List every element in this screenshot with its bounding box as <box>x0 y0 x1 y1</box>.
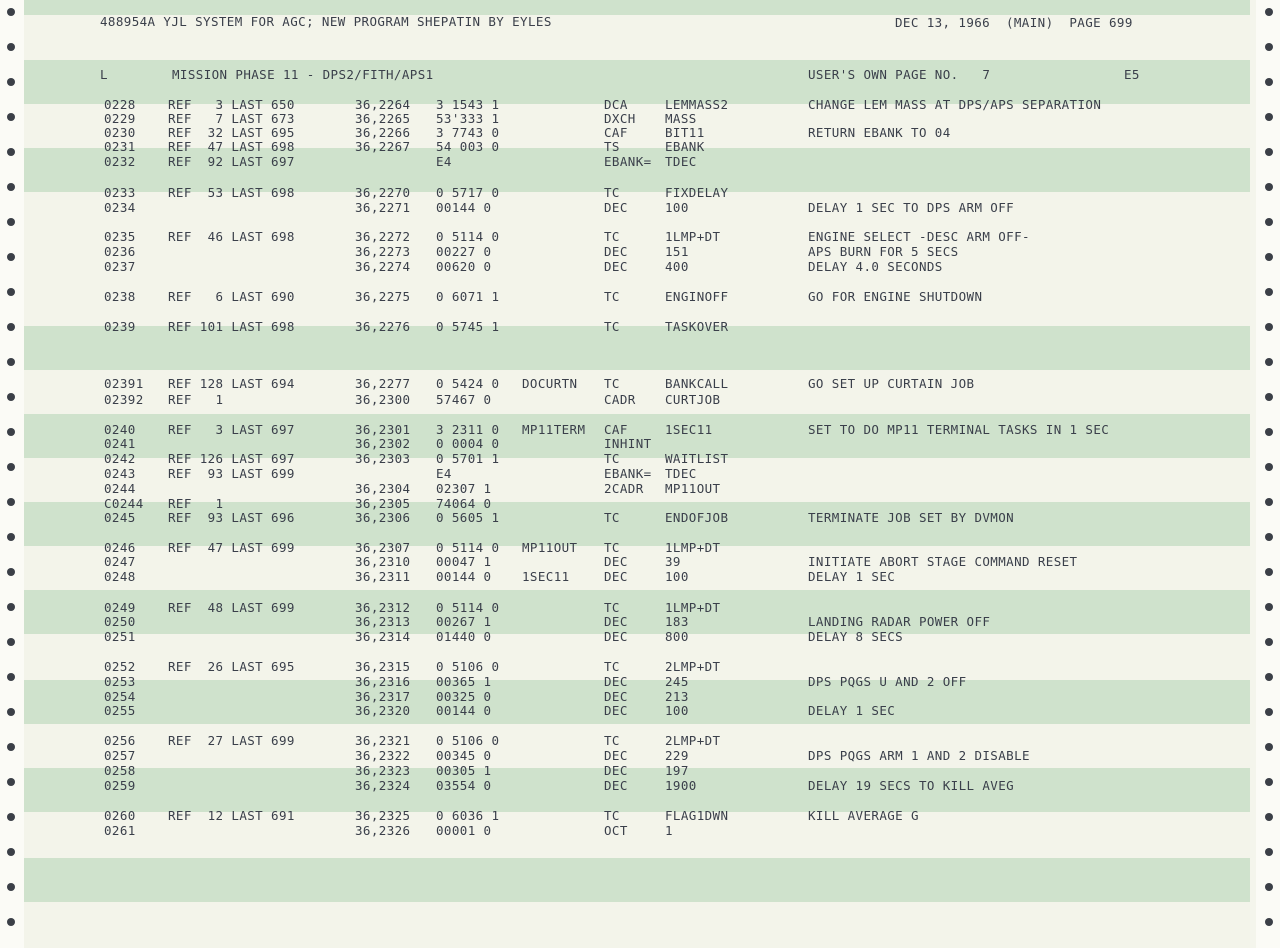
listing-op: DEC <box>604 674 628 689</box>
listing-addr: 36,2273 <box>355 244 411 259</box>
listing-op: DEC <box>604 200 628 215</box>
sprocket-hole <box>7 848 15 856</box>
listing-no: 0240 <box>104 422 136 437</box>
page-marker: L <box>100 67 108 82</box>
listing-operand: 197 <box>665 763 689 778</box>
sprocket-hole <box>1265 288 1273 296</box>
listing-word: 00047 1 <box>436 554 492 569</box>
listing-no: 0246 <box>104 540 136 555</box>
listing-operand: LEMMASS2 <box>665 97 729 112</box>
listing-op: DEC <box>604 614 628 629</box>
listing-operand: TASKOVER <box>665 319 729 334</box>
listing-no: 0231 <box>104 139 136 154</box>
listing-no: 0251 <box>104 629 136 644</box>
listing-comment: DELAY 1 SEC TO DPS ARM OFF <box>808 200 1015 215</box>
listing-comment: GO SET UP CURTAIN JOB <box>808 376 975 391</box>
listing-operand: 151 <box>665 244 689 259</box>
listing-addr: 36,2324 <box>355 778 411 793</box>
sprocket-hole <box>1265 78 1273 86</box>
listing-word: 3 1543 1 <box>436 97 500 112</box>
listing-label: MP11OUT <box>522 540 578 555</box>
listing-label: 1SEC11 <box>522 569 570 584</box>
listing-comment: GO FOR ENGINE SHUTDOWN <box>808 289 983 304</box>
listing-ref: REF 48 LAST 699 <box>168 600 295 615</box>
listing-comment: LANDING RADAR POWER OFF <box>808 614 991 629</box>
listing-addr: 36,2274 <box>355 259 411 274</box>
listing-word: 00144 0 <box>436 569 492 584</box>
listing-no: 0252 <box>104 659 136 674</box>
sprocket-hole <box>7 778 15 786</box>
listing-ref: REF 101 LAST 698 <box>168 319 295 334</box>
sprocket-hole <box>1265 813 1273 821</box>
listing-word: 0 5114 0 <box>436 229 500 244</box>
listing-op: INHINT <box>604 436 652 451</box>
listing-operand: 1LMP+DT <box>665 229 721 244</box>
listing-comment: DPS PQGS U AND 2 OFF <box>808 674 967 689</box>
listing-addr: 36,2311 <box>355 569 411 584</box>
listing-no: 0253 <box>104 674 136 689</box>
sprocket-hole <box>7 638 15 646</box>
listing-ref: REF 92 LAST 697 <box>168 154 295 169</box>
listing-operand: 1900 <box>665 778 697 793</box>
listing-operand: FIXDELAY <box>665 185 729 200</box>
listing-no: 0234 <box>104 200 136 215</box>
listing-op: TC <box>604 376 620 391</box>
listing-word: 00305 1 <box>436 763 492 778</box>
listing-word: 54 003 0 <box>436 139 500 154</box>
sprocket-hole <box>7 918 15 926</box>
listing-op: DEC <box>604 554 628 569</box>
listing-op: DEC <box>604 703 628 718</box>
listing-addr: 36,2302 <box>355 436 411 451</box>
listing-no: 0255 <box>104 703 136 718</box>
listing-comment: INITIATE ABORT STAGE COMMAND RESET <box>808 554 1078 569</box>
listing-operand: 229 <box>665 748 689 763</box>
listing-addr: 36,2307 <box>355 540 411 555</box>
listing-no: 0228 <box>104 97 136 112</box>
listing-operand: TDEC <box>665 154 697 169</box>
listing-word: 53'333 1 <box>436 111 500 126</box>
listing-no: 0239 <box>104 319 136 334</box>
listing-operand: 400 <box>665 259 689 274</box>
sprocket-hole <box>7 148 15 156</box>
listing-addr: 36,2264 <box>355 97 411 112</box>
listing-no: 0233 <box>104 185 136 200</box>
user-page-number: USER'S OWN PAGE NO. 7 <box>808 67 991 82</box>
listing-ref: REF 128 LAST 694 <box>168 376 295 391</box>
listing-operand: 39 <box>665 554 681 569</box>
listing-op: TC <box>604 808 620 823</box>
sprocket-hole <box>1265 918 1273 926</box>
sprocket-hole <box>1265 358 1273 366</box>
listing-word: 74064 0 <box>436 496 492 511</box>
listing-op: CAF <box>604 422 628 437</box>
listing-comment: DPS PQGS ARM 1 AND 2 DISABLE <box>808 748 1030 763</box>
listing-op: 2CADR <box>604 481 644 496</box>
listing-addr: 36,2272 <box>355 229 411 244</box>
listing-word: 00325 0 <box>436 689 492 704</box>
sprocket-hole <box>7 463 15 471</box>
listing-addr: 36,2277 <box>355 376 411 391</box>
listing-comment: KILL AVERAGE G <box>808 808 919 823</box>
listing-op: TC <box>604 600 620 615</box>
listing-operand: ENGINOFF <box>665 289 729 304</box>
sprocket-hole <box>7 883 15 891</box>
listing-label: MP11TERM <box>522 422 586 437</box>
listing-no: 0232 <box>104 154 136 169</box>
sprocket-hole <box>1265 463 1273 471</box>
listing-op: DCA <box>604 97 628 112</box>
listing-word: 0 0004 0 <box>436 436 500 451</box>
listing-op: TC <box>604 733 620 748</box>
listing-op: TC <box>604 451 620 466</box>
sprocket-hole <box>1265 253 1273 261</box>
listing-word: 57467 0 <box>436 392 492 407</box>
listing-addr: 36,2312 <box>355 600 411 615</box>
listing-operand: 1SEC11 <box>665 422 713 437</box>
greenbar-band <box>24 0 1250 15</box>
listing-op: DXCH <box>604 111 636 126</box>
listing-addr: 36,2322 <box>355 748 411 763</box>
sprocket-hole <box>7 43 15 51</box>
sprocket-hole <box>1265 43 1273 51</box>
listing-op: DEC <box>604 689 628 704</box>
listing-ref: REF 53 LAST 698 <box>168 185 295 200</box>
sprocket-hole <box>1265 113 1273 121</box>
ebank-code: E5 <box>1124 67 1140 82</box>
listing-ref: REF 7 LAST 673 <box>168 111 295 126</box>
listing-word: 0 5605 1 <box>436 510 500 525</box>
listing-ref: REF 1 <box>168 496 224 511</box>
listing-addr: 36,2317 <box>355 689 411 704</box>
sprocket-hole <box>1265 743 1273 751</box>
right-tractor-strip <box>1256 0 1280 948</box>
listing-addr: 36,2270 <box>355 185 411 200</box>
listing-comment: SET TO DO MP11 TERMINAL TASKS IN 1 SEC <box>808 422 1110 437</box>
print-header-title: 488954A YJL SYSTEM FOR AGC; NEW PROGRAM SHEPATIN BY EYLES <box>100 14 552 29</box>
sprocket-hole <box>7 183 15 191</box>
listing-op: TC <box>604 659 620 674</box>
sprocket-hole <box>1265 568 1273 576</box>
listing-op: TC <box>604 319 620 334</box>
listing-no: 0241 <box>104 436 136 451</box>
greenbar-band <box>24 858 1250 902</box>
listing-no: 0247 <box>104 554 136 569</box>
listing-operand: MP11OUT <box>665 481 721 496</box>
listing-word: 00144 0 <box>436 703 492 718</box>
listing-word: 00144 0 <box>436 200 492 215</box>
listing-comment: DELAY 1 SEC <box>808 703 896 718</box>
listing-no: 0238 <box>104 289 136 304</box>
listing-ref: REF 47 LAST 699 <box>168 540 295 555</box>
listing-op: TC <box>604 229 620 244</box>
listing-word: 02307 1 <box>436 481 492 496</box>
greenbar-band <box>24 680 1250 724</box>
listing-operand: BANKCALL <box>665 376 729 391</box>
listing-word: 0 5701 1 <box>436 451 500 466</box>
sprocket-hole <box>7 708 15 716</box>
listing-comment: DELAY 19 SECS TO KILL AVEG <box>808 778 1015 793</box>
listing-operand: EBANK <box>665 139 705 154</box>
listing-word: 0 5717 0 <box>436 185 500 200</box>
sprocket-hole <box>1265 638 1273 646</box>
listing-word: 3 7743 0 <box>436 125 500 140</box>
listing-ref: REF 47 LAST 698 <box>168 139 295 154</box>
sprocket-hole <box>7 743 15 751</box>
sprocket-hole <box>7 78 15 86</box>
listing-no: 0261 <box>104 823 136 838</box>
listing-op: TC <box>604 185 620 200</box>
listing-word: 0 5424 0 <box>436 376 500 391</box>
listing-addr: 36,2313 <box>355 614 411 629</box>
listing-op: TC <box>604 510 620 525</box>
listing-no: 0245 <box>104 510 136 525</box>
listing-word: 0 5106 0 <box>436 733 500 748</box>
listing-word: 00345 0 <box>436 748 492 763</box>
listing-word: 3 2311 0 <box>436 422 500 437</box>
listing-no: 0257 <box>104 748 136 763</box>
listing-addr: 36,2300 <box>355 392 411 407</box>
listing-word: E4 <box>436 154 452 169</box>
listing-addr: 36,2320 <box>355 703 411 718</box>
listing-addr: 36,2275 <box>355 289 411 304</box>
sprocket-hole <box>1265 183 1273 191</box>
listing-comment: RETURN EBANK TO 04 <box>808 125 951 140</box>
sprocket-hole <box>7 568 15 576</box>
sprocket-hole <box>7 498 15 506</box>
listing-operand: 100 <box>665 703 689 718</box>
listing-op: CAF <box>604 125 628 140</box>
listing-word: 0 5114 0 <box>436 600 500 615</box>
listing-comment: ENGINE SELECT -DESC ARM OFF- <box>808 229 1030 244</box>
listing-operand: 1LMP+DT <box>665 540 721 555</box>
sprocket-hole <box>7 253 15 261</box>
sprocket-hole <box>7 428 15 436</box>
listing-no: 0230 <box>104 125 136 140</box>
listing-operand: 245 <box>665 674 689 689</box>
listing-word: 0 6036 1 <box>436 808 500 823</box>
listing-addr: 36,2304 <box>355 481 411 496</box>
listing-no: 0237 <box>104 259 136 274</box>
listing-operand: TDEC <box>665 466 697 481</box>
sprocket-hole <box>1265 323 1273 331</box>
listing-comment: APS BURN FOR 5 SECS <box>808 244 959 259</box>
listing-no: 0229 <box>104 111 136 126</box>
listing-no: 0249 <box>104 600 136 615</box>
listing-ref: REF 6 LAST 690 <box>168 289 295 304</box>
listing-word: 0 6071 1 <box>436 289 500 304</box>
listing-no: 02391 <box>104 376 144 391</box>
listing-addr: 36,2316 <box>355 674 411 689</box>
listing-no: 0258 <box>104 763 136 778</box>
listing-word: 00001 0 <box>436 823 492 838</box>
listing-operand: 800 <box>665 629 689 644</box>
listing-no: 0243 <box>104 466 136 481</box>
listing-ref: REF 1 <box>168 392 224 407</box>
listing-ref: REF 126 LAST 697 <box>168 451 295 466</box>
sprocket-hole <box>1265 218 1273 226</box>
listing-ref: REF 93 LAST 699 <box>168 466 295 481</box>
listing-operand: 183 <box>665 614 689 629</box>
listing-operand: 2LMP+DT <box>665 659 721 674</box>
listing-op: DEC <box>604 569 628 584</box>
listing-comment: TERMINATE JOB SET BY DVMON <box>808 510 1015 525</box>
sprocket-hole <box>1265 148 1273 156</box>
listing-word: 01440 0 <box>436 629 492 644</box>
sprocket-hole <box>1265 498 1273 506</box>
listing-ref: REF 27 LAST 699 <box>168 733 295 748</box>
listing-word: 0 5745 1 <box>436 319 500 334</box>
listing-word: 03554 0 <box>436 778 492 793</box>
listing-ref: REF 3 LAST 650 <box>168 97 295 112</box>
listing-comment: DELAY 8 SECS <box>808 629 904 644</box>
listing-ref: REF 46 LAST 698 <box>168 229 295 244</box>
sprocket-hole <box>1265 708 1273 716</box>
listing-addr: 36,2267 <box>355 139 411 154</box>
listing-word: 0 5114 0 <box>436 540 500 555</box>
listing-no: 0256 <box>104 733 136 748</box>
sprocket-hole <box>7 603 15 611</box>
listing-addr: 36,2306 <box>355 510 411 525</box>
listing-addr: 36,2325 <box>355 808 411 823</box>
listing-op: EBANK= <box>604 154 652 169</box>
listing-label: DOCURTN <box>522 376 578 391</box>
sprocket-hole <box>1265 8 1273 16</box>
listing-op: EBANK= <box>604 466 652 481</box>
listing-op: DEC <box>604 244 628 259</box>
listing-addr: 36,2271 <box>355 200 411 215</box>
mission-phase-title: MISSION PHASE 11 - DPS2/FITH/APS1 <box>172 67 434 82</box>
listing-operand: 1LMP+DT <box>665 600 721 615</box>
listing-operand: MASS <box>665 111 697 126</box>
listing-no: 0242 <box>104 451 136 466</box>
listing-comment: DELAY 4.0 SECONDS <box>808 259 943 274</box>
listing-op: DEC <box>604 629 628 644</box>
listing-ref: REF 12 LAST 691 <box>168 808 295 823</box>
sprocket-hole <box>1265 778 1273 786</box>
sprocket-hole <box>1265 673 1273 681</box>
sprocket-hole <box>1265 393 1273 401</box>
listing-op: TC <box>604 540 620 555</box>
listing-op: DEC <box>604 748 628 763</box>
sprocket-hole <box>7 218 15 226</box>
listing-word: E4 <box>436 466 452 481</box>
listing-operand: WAITLIST <box>665 451 729 466</box>
listing-ref: REF 3 LAST 697 <box>168 422 295 437</box>
listing-no: 0250 <box>104 614 136 629</box>
listing-addr: 36,2265 <box>355 111 411 126</box>
listing-word: 00620 0 <box>436 259 492 274</box>
sprocket-hole <box>1265 603 1273 611</box>
sprocket-hole <box>7 323 15 331</box>
listing-op: OCT <box>604 823 628 838</box>
listing-op: DEC <box>604 778 628 793</box>
listing-addr: 36,2314 <box>355 629 411 644</box>
sprocket-hole <box>7 8 15 16</box>
listing-operand: ENDOFJOB <box>665 510 729 525</box>
greenbar-band <box>24 768 1250 812</box>
listing-no: 0236 <box>104 244 136 259</box>
listing-operand: FLAG1DWN <box>665 808 729 823</box>
listing-ref: REF 93 LAST 696 <box>168 510 295 525</box>
listing-addr: 36,2301 <box>355 422 411 437</box>
listing-addr: 36,2276 <box>355 319 411 334</box>
sprocket-hole <box>1265 533 1273 541</box>
listing-op: DEC <box>604 259 628 274</box>
sprocket-hole <box>1265 428 1273 436</box>
sprocket-hole <box>1265 883 1273 891</box>
listing-op: CADR <box>604 392 636 407</box>
listing-word: 0 5106 0 <box>436 659 500 674</box>
left-tractor-strip <box>0 0 24 948</box>
listing-addr: 36,2326 <box>355 823 411 838</box>
listing-no: 0259 <box>104 778 136 793</box>
listing-addr: 36,2303 <box>355 451 411 466</box>
sprocket-hole <box>7 813 15 821</box>
listing-ref: REF 32 LAST 695 <box>168 125 295 140</box>
listing-operand: 2LMP+DT <box>665 733 721 748</box>
listing-operand: 1 <box>665 823 673 838</box>
listing-operand: BIT11 <box>665 125 705 140</box>
sprocket-hole <box>7 533 15 541</box>
listing-op: TS <box>604 139 620 154</box>
listing-no: 0260 <box>104 808 136 823</box>
listing-no: C0244 <box>104 496 144 511</box>
listing-no: 0254 <box>104 689 136 704</box>
sprocket-hole <box>1265 848 1273 856</box>
listing-no: 02392 <box>104 392 144 407</box>
sprocket-hole <box>7 358 15 366</box>
listing-word: 00267 1 <box>436 614 492 629</box>
listing-op: DEC <box>604 763 628 778</box>
listing-addr: 36,2315 <box>355 659 411 674</box>
sprocket-hole <box>7 288 15 296</box>
sprocket-hole <box>7 393 15 401</box>
listing-operand: 213 <box>665 689 689 704</box>
listing-word: 00365 1 <box>436 674 492 689</box>
listing-operand: 100 <box>665 569 689 584</box>
listing-operand: 100 <box>665 200 689 215</box>
print-header-date-page: DEC 13, 1966 (MAIN) PAGE 699 <box>895 15 1133 30</box>
listing-addr: 36,2266 <box>355 125 411 140</box>
listing-op: TC <box>604 289 620 304</box>
sprocket-hole <box>7 113 15 121</box>
listing-addr: 36,2323 <box>355 763 411 778</box>
listing-no: 0248 <box>104 569 136 584</box>
listing-addr: 36,2305 <box>355 496 411 511</box>
listing-addr: 36,2321 <box>355 733 411 748</box>
listing-no: 0235 <box>104 229 136 244</box>
sprocket-hole <box>7 673 15 681</box>
listing-ref: REF 26 LAST 695 <box>168 659 295 674</box>
listing-addr: 36,2310 <box>355 554 411 569</box>
listing-comment: DELAY 1 SEC <box>808 569 896 584</box>
listing-word: 00227 0 <box>436 244 492 259</box>
listing-comment: CHANGE LEM MASS AT DPS/APS SEPARATION <box>808 97 1102 112</box>
listing-operand: CURTJOB <box>665 392 721 407</box>
listing-no: 0244 <box>104 481 136 496</box>
